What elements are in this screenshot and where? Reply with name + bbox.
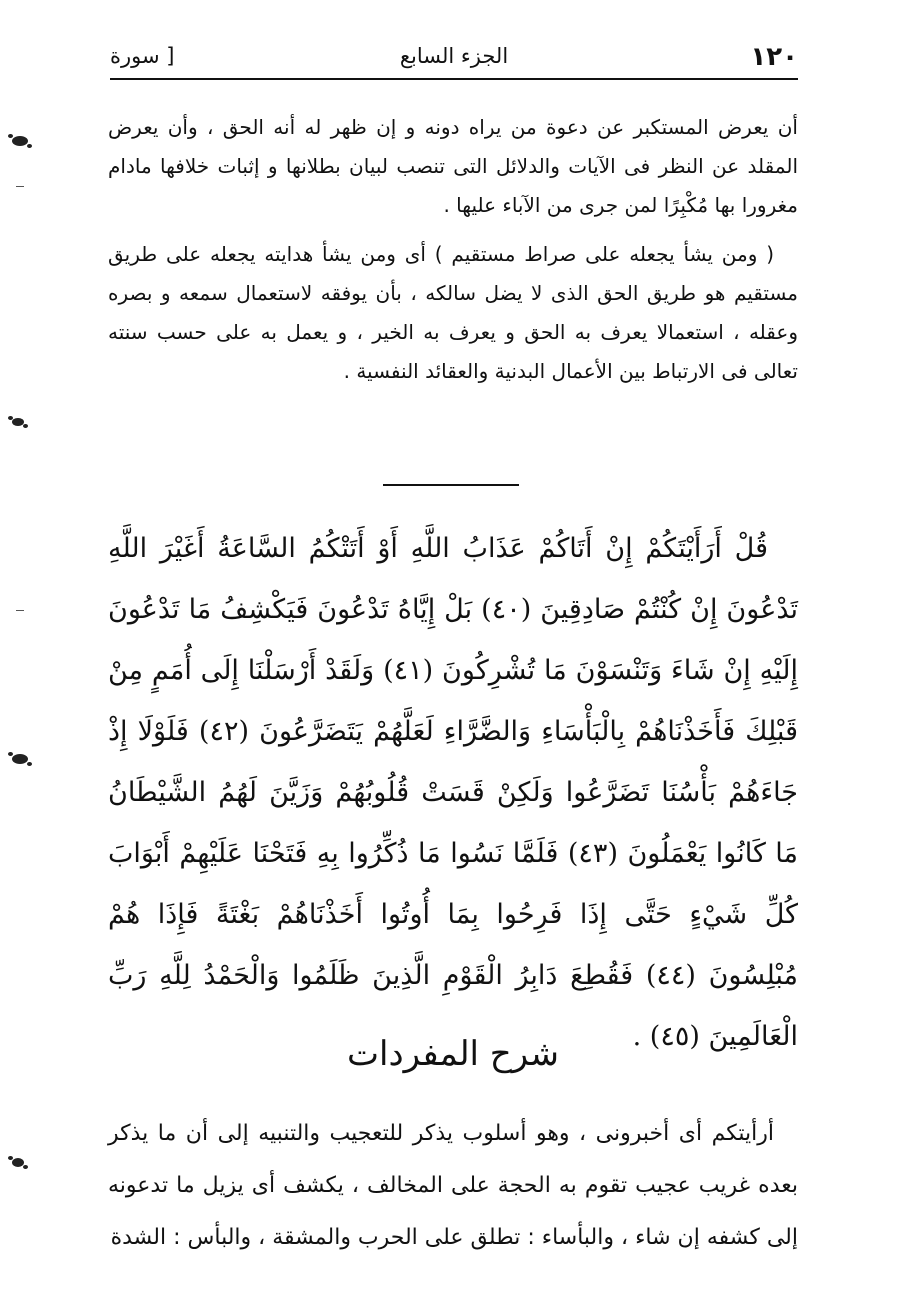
surah-label: [ سورة xyxy=(110,44,175,68)
commentary-paragraph: ( ومن يشأ يجعله على صراط مستقيم ) أى ومن يشأ هدايته يجعله على طريق مستقيم هو طريق الحق الذى لا يضل سالكه ، بأن يوفقه لاستعمال سمعه و بصره وعقله ، استعمالا يعرف به الحق و يعرف به الخير ، و يعمل به على حسب سنته تعالى فى الارتباط بين الأعمال البدنية والعقائد النفسية . xyxy=(108,242,798,383)
page-number: ١٢٠ xyxy=(750,42,798,72)
juz-title: الجزء السابع xyxy=(399,44,509,68)
header-rule xyxy=(110,78,798,80)
quran-text: قُلْ أَرَأَيْتَكُمْ إِنْ أَتَاكُمْ عَذَابُ اللَّهِ أَوْ أَتَتْكُمُ السَّاعَةُ أَغَيْرَ اللَّهِ تَدْعُونَ إِنْ كُنْتُمْ صَادِقِينَ (٤٠) بَلْ إِيَّاهُ تَدْعُونَ فَيَكْشِفُ مَا تَدْعُونَ إِلَيْهِ إِنْ شَاءَ وَتَنْسَوْنَ مَا تُشْرِكُونَ (٤١) وَلَقَدْ أَرْسَلْنَا إِلَى أُمَمٍ مِنْ قَبْلِكَ فَأَخَذْنَاهُمْ بِالْبَأْسَاءِ وَالضَّرَّاءِ لَعَلَّهُمْ يَتَضَرَّعُونَ (٤٢) فَلَوْلَا إِذْ جَاءَهُمْ بَأْسُنَا تَضَرَّعُوا وَلَكِنْ قَسَتْ قُلُوبُهُمْ وَزَيَّنَ لَهُمُ الشَّيْطَانُ مَا كَانُوا يَعْمَلُونَ (٤٣) فَلَمَّا نَسُوا مَا ذُكِّرُوا بِهِ فَتَحْنَا عَلَيْهِمْ أَبْوَابَ كُلِّ شَيْءٍ حَتَّى إِذَا فَرِحُوا بِمَا أُوتُوا أَخَذْنَاهُمْ بَغْتَةً فَإِذَا هُمْ مُبْلِسُونَ (٤٤) فَقُطِعَ دَابِرُ الْقَوْمِ الَّذِينَ ظَلَمُوا وَالْحَمْدُ لِلَّهِ رَبِّ الْعَالَمِينَ (٤٥) . xyxy=(108,533,799,1052)
commentary-paragraph: أن يعرض المستكبر عن دعوة من يراه دونه و إن ظهر له أنه الحق ، وأن يعرض المقلد عن النظر فى الآيات والدلائل التى تنصب لبيان بطلانها و إثبات خلافها مادام مغرورا بها مُكْبِرًا لمن جرى من الآباء عليها . xyxy=(108,115,798,217)
scan-speck-mark xyxy=(12,754,28,764)
scan-speck-mark xyxy=(12,418,24,426)
vocabulary-text: أرأيتكم أى أخبرونى ، وهو أسلوب يذكر للتعجيب والتنبيه إلى أن ما يذكر بعده غريب عجيب تقوم به الحجة على المخالف ، يكشف أى يزيل ما تدعونه إلى كشفه إن شاء ، والبأساء : تطلق على الحرب والمشقة ، والبأس : الشدة xyxy=(108,1121,798,1250)
scan-speck-mark xyxy=(12,136,28,146)
page-header xyxy=(110,36,798,76)
commentary-section xyxy=(108,108,798,391)
vocabulary-section xyxy=(108,1108,798,1264)
scan-speck-mark xyxy=(12,1158,24,1167)
margin-tick xyxy=(16,186,24,187)
margin-tick xyxy=(16,610,24,611)
vocabulary-title: شرح المفردات xyxy=(346,1034,560,1074)
quran-verses xyxy=(108,518,798,1067)
section-separator xyxy=(383,484,519,486)
